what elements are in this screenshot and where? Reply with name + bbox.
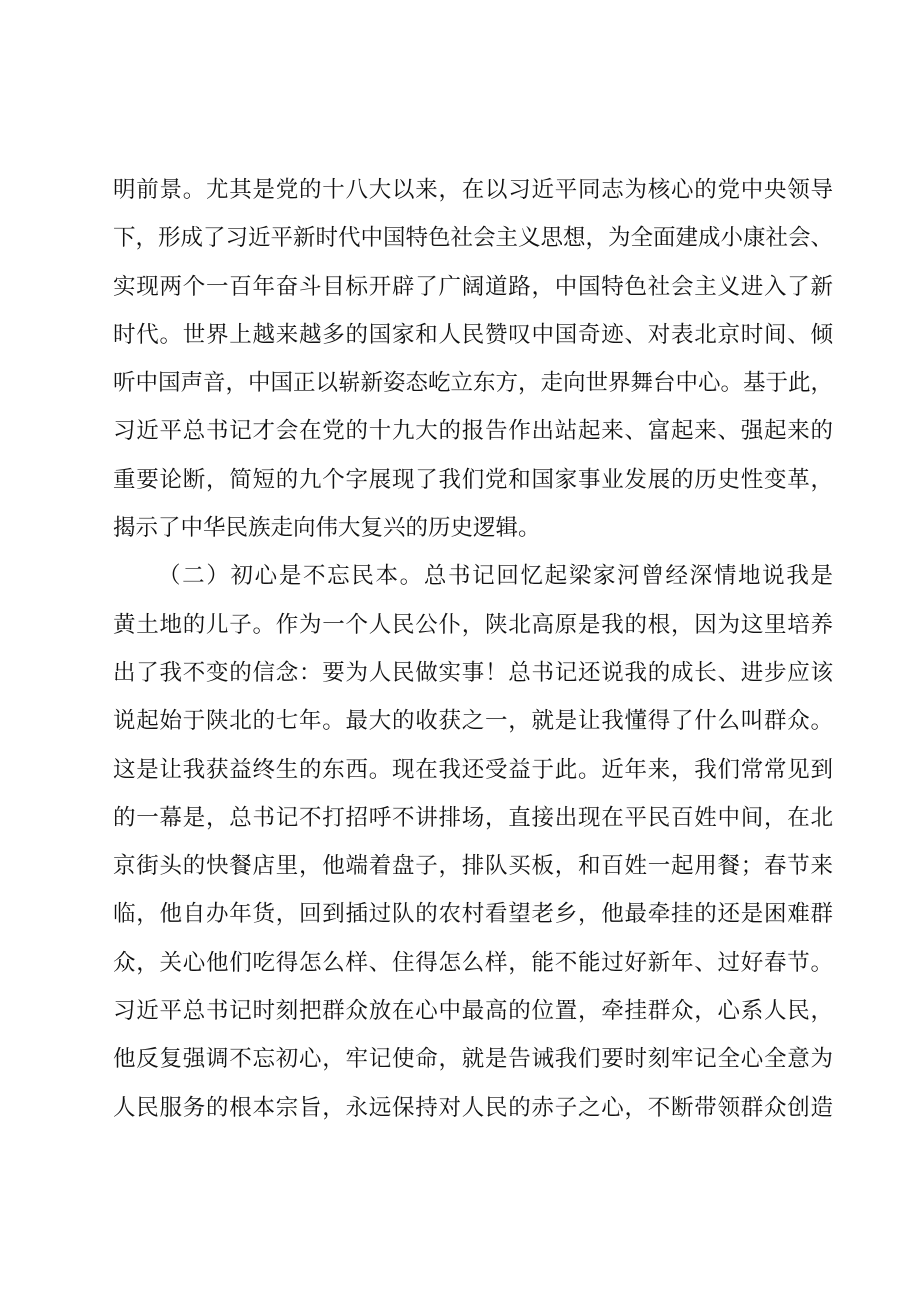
text-line: 时代。世界上越来越多的国家和人民赞叹中国奇迹、对表北京时间、倾 xyxy=(113,321,833,348)
text-line: 下，形成了习近平新时代中国特色社会主义思想，为全面建成小康社会、 xyxy=(113,225,834,252)
text-line: 的一幕是，总书记不打招呼不讲排场，直接出现在平民百姓中间，在北 xyxy=(113,804,833,831)
text-line: 众，关心他们吃得怎么样、住得怎么样，能不能过好新年、过好春节。 xyxy=(113,949,833,976)
section-heading-line: （二）初心是不忘民本。总书记回忆起梁家河曾经深情地说我是 xyxy=(158,563,833,590)
text-line: 他反复强调不忘初心，牢记使命，就是告诫我们要时刻牢记全心全意为 xyxy=(113,1046,833,1073)
text-line: 习近平总书记才会在党的十九大的报告作出站起来、富起来、强起来的 xyxy=(113,418,833,445)
text-line: 黄土地的儿子。作为一个人民公仆，陕北高原是我的根，因为这里培养 xyxy=(113,611,833,638)
text-line: 临，他自办年货，回到插过队的农村看望老乡，他最牵挂的还是困难群 xyxy=(113,901,833,928)
text-line: 人民服务的根本宗旨，永远保持对人民的赤子之心，不断带领群众创造 xyxy=(113,1094,833,1121)
text-line: 重要论断，简短的九个字展现了我们党和国家事业发展的历史性变革， xyxy=(113,466,833,493)
body-text xyxy=(113,166,833,1132)
text-line: 实现两个一百年奋斗目标开辟了广阔道路，中国特色社会主义进入了新 xyxy=(113,273,833,300)
text-line: 京街头的快餐店里，他端着盘子，排队买板，和百姓一起用餐；春节来 xyxy=(113,853,833,880)
paragraph-continued xyxy=(113,166,833,552)
text-line: 出了我不变的信念：要为人民做实事！总书记还说我的成长、进步应该 xyxy=(113,659,833,686)
text-line: 听中国声音，中国正以崭新姿态屹立东方，走向世界舞台中心。基于此， xyxy=(113,370,834,397)
text-line: 这是让我获益终生的东西。现在我还受益于此。近年来，我们常常见到 xyxy=(113,756,833,783)
text-line: 明前景。尤其是党的十八大以来，在以习近平同志为核心的党中央领导 xyxy=(113,177,833,203)
text-line: 揭示了中华民族走向伟大复兴的历史逻辑。 xyxy=(113,515,541,542)
text-line: 习近平总书记时刻把群众放在心中最高的位置，牵挂群众，心系人民， xyxy=(113,998,833,1025)
paragraph-section-two xyxy=(113,552,833,1132)
text-line: 说起始于陕北的七年。最大的收获之一，就是让我懂得了什么叫群众。 xyxy=(113,708,833,735)
